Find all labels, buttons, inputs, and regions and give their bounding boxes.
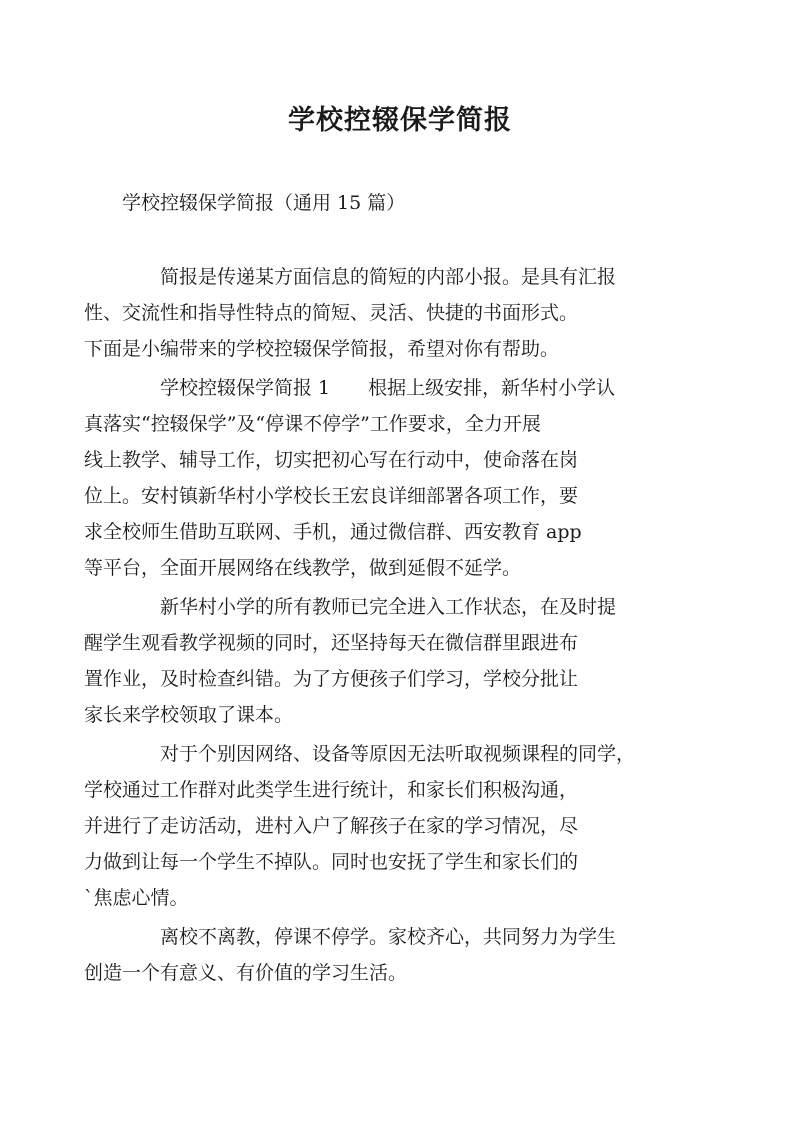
paragraph-conclusion [84, 919, 687, 991]
text-line: 性、交流性和指导性特点的简短、灵活、快捷的书面形式。 [84, 302, 579, 324]
paragraph-teachers [84, 589, 687, 733]
paragraph-outreach [84, 736, 687, 916]
paragraph-intro [84, 259, 687, 367]
text-line: 新华村小学的所有教师已完全进入工作状态，在及时提 [160, 596, 617, 618]
text-line: 简报是传递某方面信息的简短的内部小报。是具有汇报 [160, 266, 617, 288]
text-line: 家长来学校领取了课本。 [84, 704, 294, 726]
text-line: 线上教学、辅导工作，切实把初心写在行动中，使命落在岗 [84, 449, 579, 471]
document-title: 学校控辍保学简报 [288, 105, 512, 136]
document-subtitle: 学校控辍保学简报（通用 15 篇） [122, 192, 406, 214]
document-body [84, 259, 687, 994]
text-line: 醒学生观看教学视频的同时，还坚持每天在微信群里跟进布 [84, 632, 579, 654]
text-line: 置作业，及时检查纠错。为了方便孩子们学习，学校分批让 [84, 668, 579, 690]
text-line: 等平台，全面开展网络在线教学，做到延假不延学。 [84, 557, 522, 579]
paragraph-report-1 [84, 370, 687, 586]
text-line: 真落实“控辍保学”及“停课不停学”工作要求，全力开展 [84, 413, 541, 435]
text-line: 位上。安村镇新华村小学校长王宏良详细部署各项工作，要 [84, 485, 579, 507]
text-line: 力做到让每一个学生不掉队。同时也安抚了学生和家长们的 [84, 851, 579, 873]
text-line: 离校不离教，停课不停学。家校齐心，共同努力为学生 [160, 926, 617, 948]
text-line: 求全校师生借助互联网、手机，通过微信群、西安教育 app [84, 521, 582, 543]
text-line: `焦虑心情。 [84, 887, 189, 909]
text-line: 并进行了走访活动，进村入户了解孩子在家的学习情况，尽 [84, 815, 579, 837]
text-line: 学校控辍保学简报 1 根据上级安排，新华村小学认 [160, 377, 616, 399]
text-line: 创造一个有意义、有价值的学习生活。 [84, 962, 408, 984]
text-line: 学校通过工作群对此类学生进行统计，和家长们积极沟通， [84, 779, 579, 801]
text-line: 下面是小编带来的学校控辍保学简报，希望对你有帮助。 [84, 338, 560, 360]
text-line: 对于个别因网络、设备等原因无法听取视频课程的同学， [160, 743, 636, 765]
